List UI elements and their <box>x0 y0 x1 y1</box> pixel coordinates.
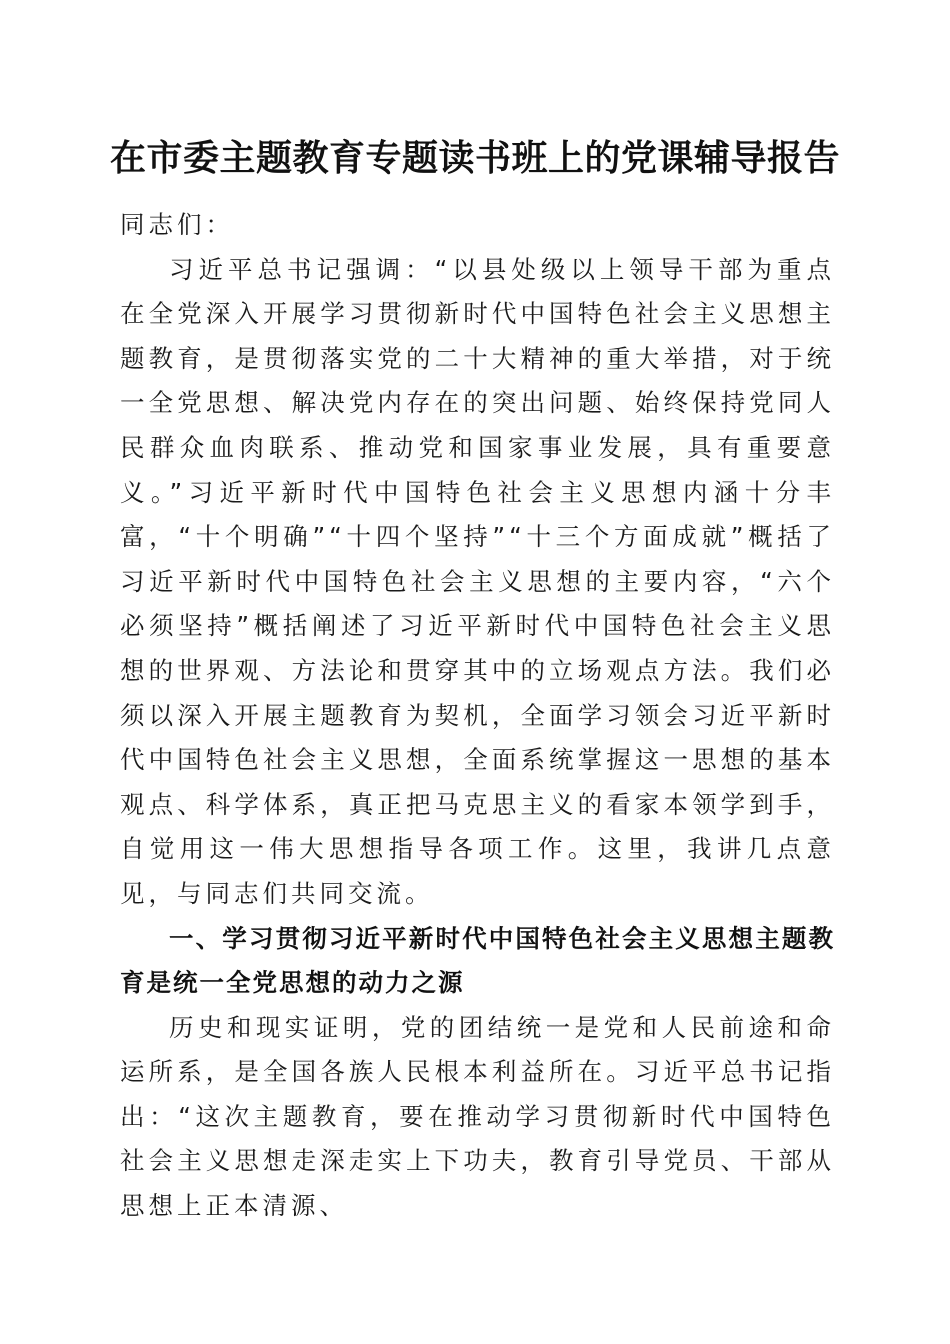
document-title: 在市委主题教育专题读书班上的党课辅导报告 <box>109 137 840 179</box>
section-heading-1: 一、学习贯彻习近平新时代中国特色社会主义思想主题教育是统一全党思想的动力之源 <box>120 923 835 998</box>
paragraph-intro: 习近平总书记强调：“以县处级以上领导干部为重点在全党深入开展学习贯彻新时代中国特色社会主义思想主题教育，是贯彻落实党的二十大精神的重大举措，对于统一全党思想、解决党内存在的突出问题、始终保持党同人民群众血肉联系、推动党和国家事业发展，具有重要意义。”习近平新时代中国特色社会主义思想内涵十分丰富，“十个明确”“十四个坚持”“十三个方面成就”概括了习近平新时代中国特色社会主义思想的主要内容，“六个必须坚持”概括阐述了习近平新时代中国特色社会主义思想的世界观、方法论和贯穿其中的立场观点方法。我们必须以深入开展主题教育为契机，全面学习领会习近平新时代中国特色社会主义思想，全面系统掌握这一思想的基本观点、科学体系，真正把马克思主义的看家本领学到手，自觉用这一伟大思想指导各项工作。这里，我讲几点意见，与同志们共同交流。 <box>120 254 835 908</box>
document-body <box>120 203 835 1229</box>
paragraph-section-1: 历史和现实证明，党的团结统一是党和人民前途和命运所系，是全国各族人民根本利益所在。习近平总书记指出：“这次主题教育，要在推动学习贯彻新时代中国特色社会主义思想走深走实上下功夫，教育引导党员、干部从思想上正本清源、 <box>120 1012 835 1221</box>
salutation: 同志们： <box>120 210 234 239</box>
